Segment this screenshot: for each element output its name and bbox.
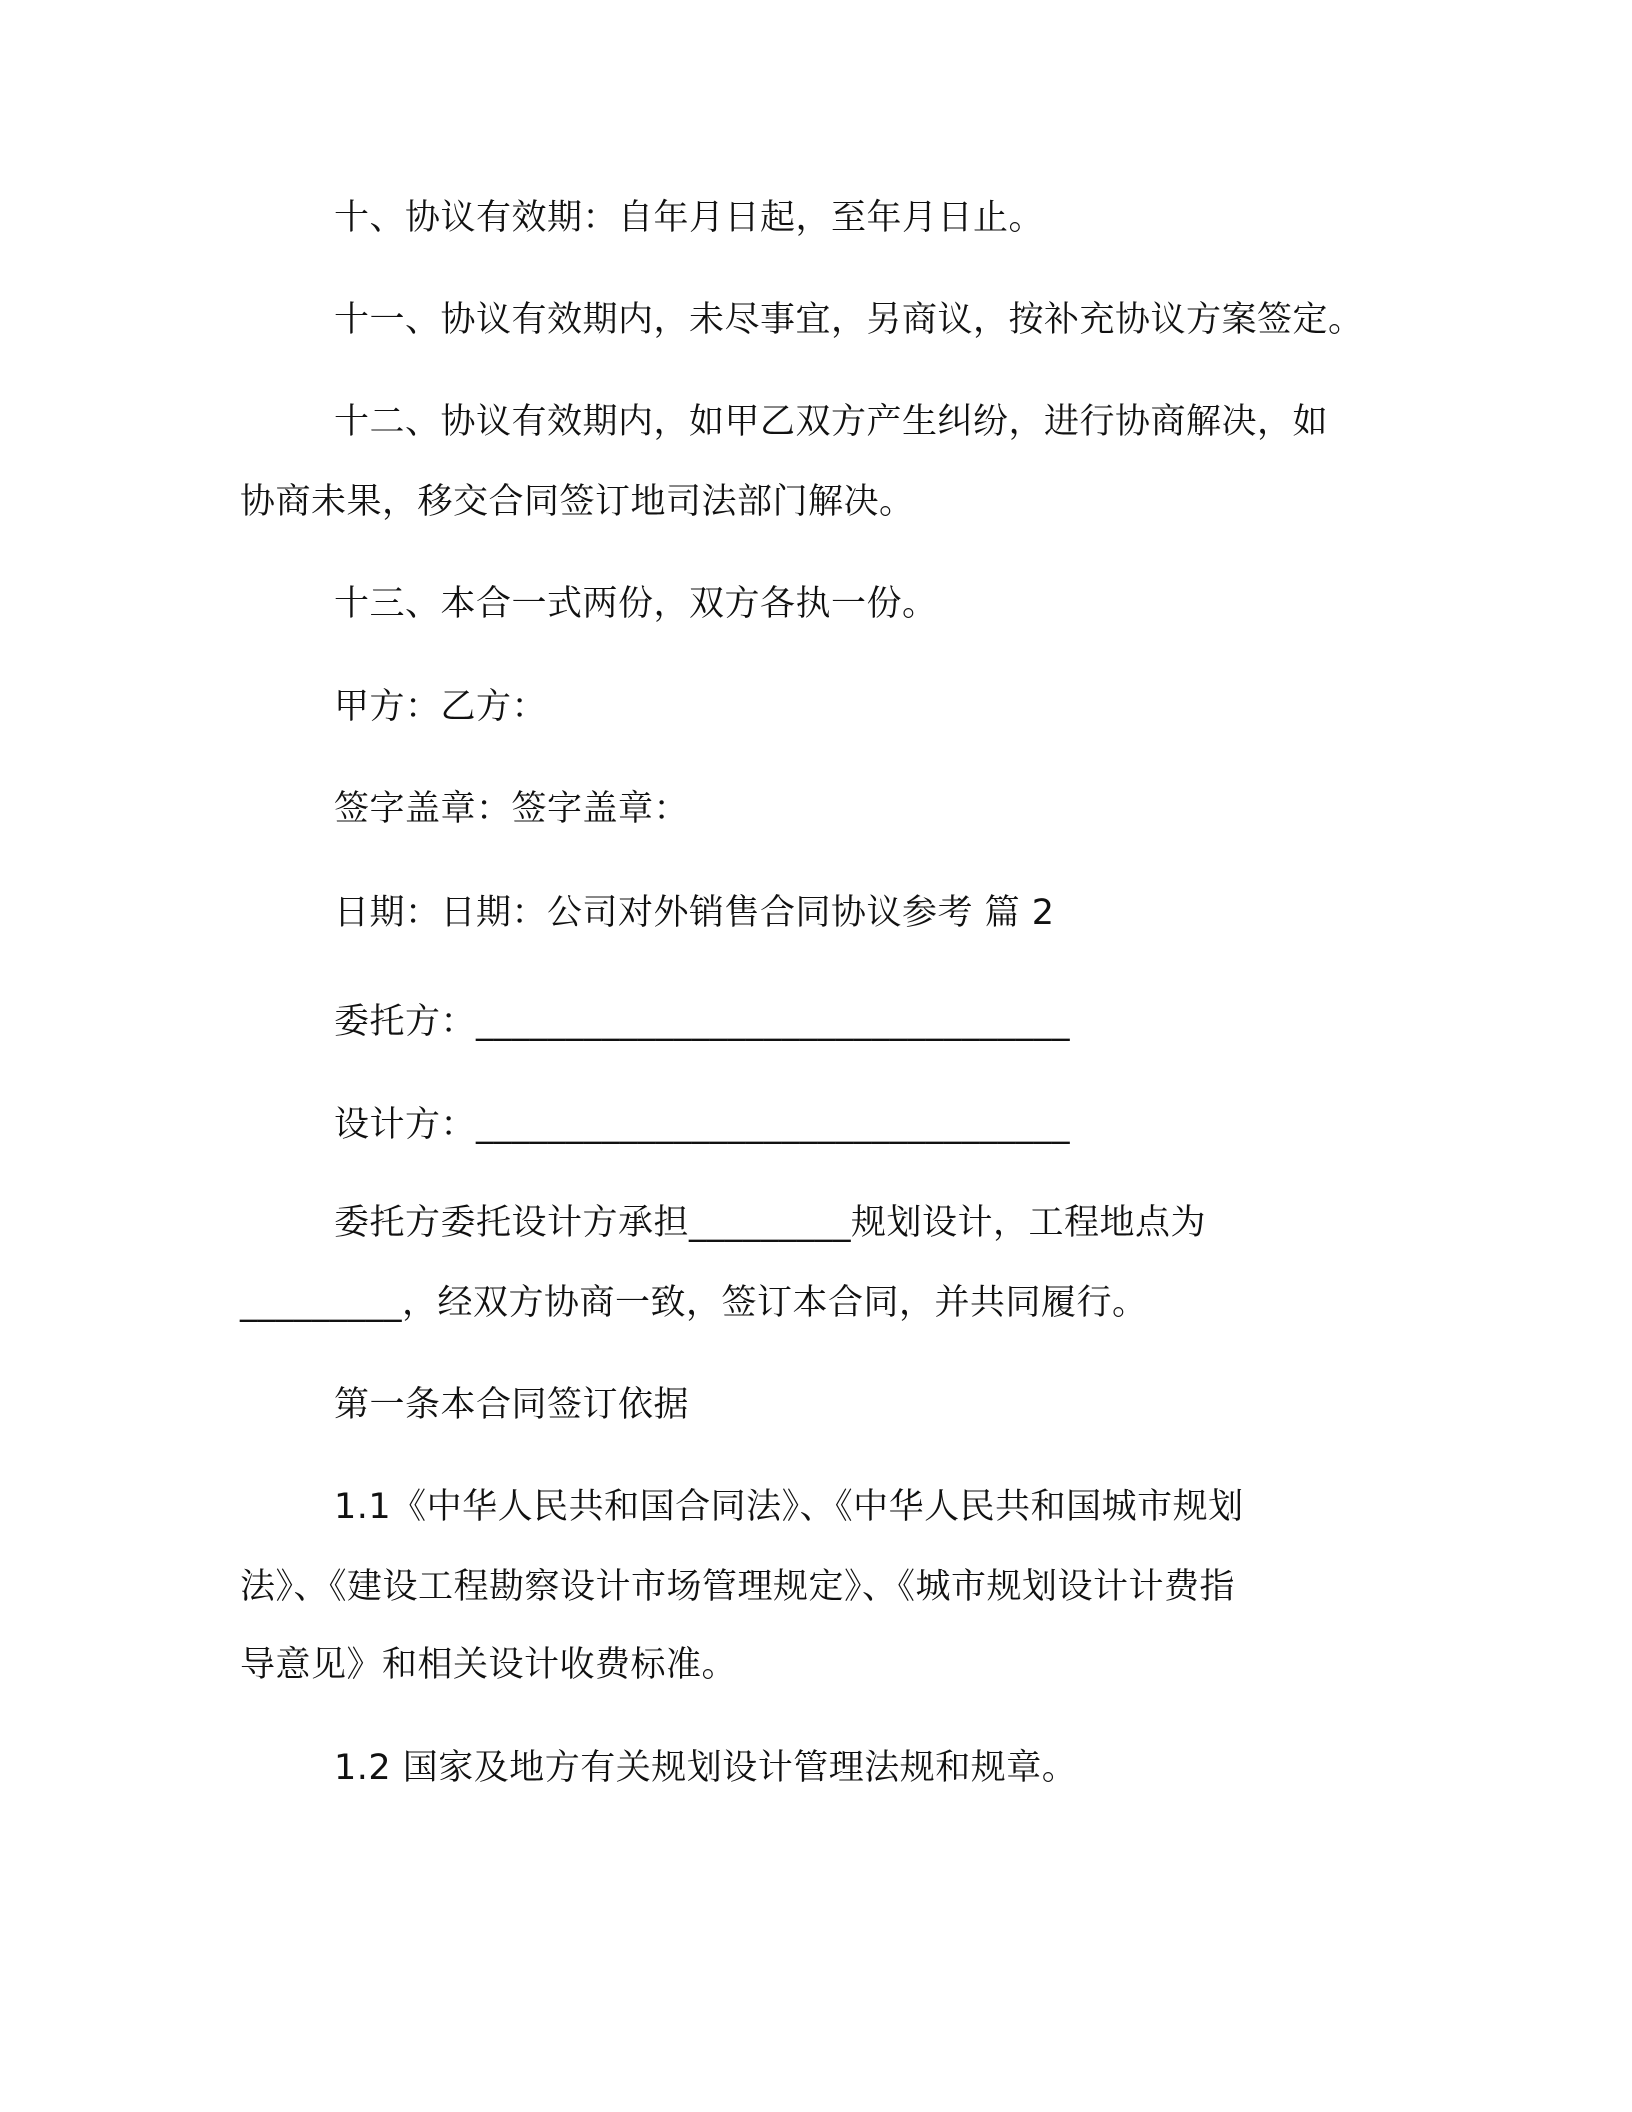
clause-1-1-line-1: 1.1《中华人民共和国合同法》、《中华人民共和国城市规划 [334,1487,1244,1527]
clause-12-line-1: 十二、协议有效期内，如甲乙双方产生纠纷，进行协商解决，如 [334,402,1329,442]
date-title-line: 日期：日期：公司对外销售合同协议参考 篇 2 [334,893,1055,933]
clause-11: 十一、协议有效期内，未尽事宜，另商议，按补充协议方案签定。 [334,300,1364,340]
commission-line-2: _________，经双方协商一致，签订本合同，并共同履行。 [240,1283,1148,1323]
signature-line: 签字盖章：签字盖章： [334,789,690,829]
clause-12-line-2: 协商未果，移交合同签订地司法部门解决。 [240,482,915,522]
party-line: 甲方：乙方： [334,687,548,727]
clause-1-2: 1.2 国家及地方有关规划设计管理法规和规章。 [334,1748,1078,1788]
article-1-title: 第一条本合同签订依据 [334,1385,690,1425]
commission-line-1: 委托方委托设计方承担_________规划设计，工程地点为 [334,1203,1207,1243]
designer-line: 设计方：_________________________________ [334,1105,1071,1145]
client-line: 委托方：_________________________________ [334,1002,1071,1042]
clause-13: 十三、本合一式两份，双方各执一份。 [334,584,938,624]
clause-10: 十、协议有效期：自年月日起，至年月日止。 [334,198,1045,238]
clause-1-1-line-3: 导意见》和相关设计收费标准。 [240,1645,738,1685]
clause-1-1-line-2: 法》、《建设工程勘察设计市场管理规定》、《城市规划设计计费指 [240,1567,1236,1607]
